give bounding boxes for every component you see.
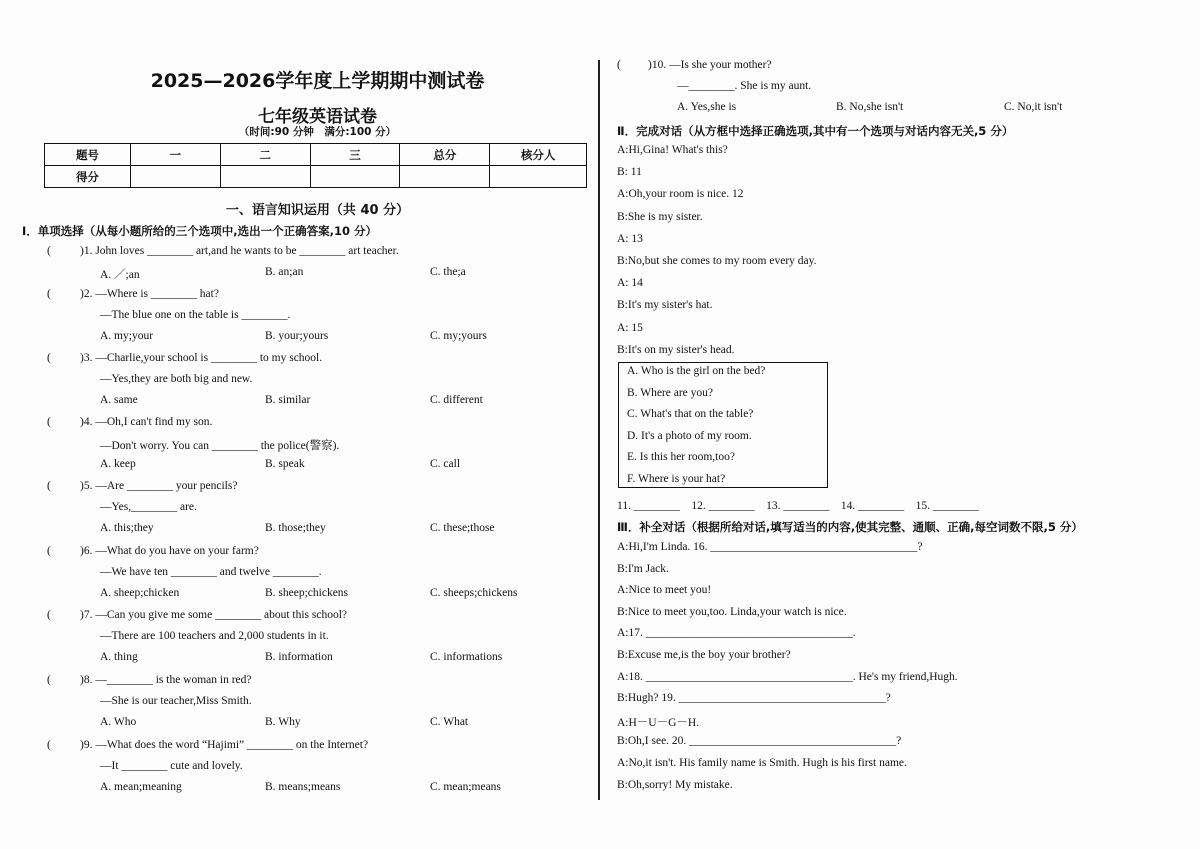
question-stem: )1. John loves ________ art,and he wants to be ________ art teacher. [80, 245, 399, 257]
option-b[interactable]: B. those;they [265, 522, 326, 534]
score-blank[interactable] [220, 166, 310, 188]
question-stem: )6. —What do you have on your farm? [80, 545, 259, 557]
score-table-header-row [45, 144, 587, 166]
option-item: F. Where is your hat? [627, 472, 726, 485]
option-item: A. Who is the girl on the bed? [627, 365, 766, 377]
option-c[interactable]: C. sheeps;chickens [430, 587, 518, 599]
part1-heading: 一、语言知识运用（共 40 分） [225, 203, 410, 218]
answer-paren[interactable]: ( [47, 674, 51, 686]
dialog-line: B:Excuse me,is the boy your brother? [617, 649, 791, 661]
dialog-line: A: 14 [617, 277, 643, 290]
dialog-line: A: 13 [617, 232, 643, 245]
score-cell: 二 [220, 144, 310, 166]
option-a[interactable]: A. Who [100, 716, 137, 728]
option-b[interactable]: B. speak [265, 458, 305, 470]
option-item: E. Is this her room,too? [627, 451, 735, 463]
dialog-line[interactable]: B:Hugh? 19. ____________________________________? [617, 692, 891, 705]
question-stem: )2. —Where is ________ hat? [80, 288, 219, 300]
dialog-line: A:Nice to meet you! [617, 584, 712, 597]
dialog-line: B:I'm Jack. [617, 562, 669, 575]
question-stem: )9. —What does the word “Hajimi” ________ on the Internet? [80, 739, 369, 751]
option-b[interactable]: B. means;means [265, 781, 341, 793]
answer-paren[interactable]: ( [47, 416, 51, 428]
question-line2: —There are 100 teachers and 2,000 students in it. [100, 630, 329, 642]
exam-subtitle: 七年级英语试卷 [258, 107, 377, 127]
score-cell: 一 [130, 144, 220, 166]
q10-option-b[interactable]: B. No,she isn't [836, 101, 904, 113]
answer-paren[interactable]: ( [47, 480, 51, 492]
dialog-line: A:Hi,Gina! What's this? [617, 144, 728, 156]
option-a[interactable]: A. keep [100, 458, 136, 470]
dialog-line: B:She is my sister. [617, 210, 703, 223]
option-c[interactable]: C. my;yours [430, 330, 487, 342]
option-b[interactable]: B. sheep;chickens [265, 587, 349, 599]
question-stem: )5. —Are ________ your pencils? [80, 480, 238, 492]
question-stem: )8. —________ is the woman in red? [80, 674, 252, 686]
option-c[interactable]: C. call [430, 458, 461, 470]
dialog-line: A:Oh,your room is nice. 12 [617, 188, 744, 201]
exam-title: 2025—2026学年度上学期期中测试卷 [150, 70, 485, 92]
q10-paren[interactable]: ( [617, 59, 621, 71]
score-blank[interactable] [490, 166, 587, 188]
score-table-score-row [45, 166, 587, 188]
option-a[interactable]: A. same [100, 394, 138, 406]
dialog-line: B:No,but she comes to my room every day. [617, 255, 817, 267]
dialog-line[interactable]: A:18. ____________________________________. He's my friend,Hugh. [617, 670, 958, 683]
question-line2: —She is our teacher,Miss Smith. [100, 695, 252, 707]
option-c[interactable]: C. mean;means [430, 781, 501, 793]
option-c[interactable]: C. these;those [430, 522, 495, 534]
option-c[interactable]: C. What [430, 716, 469, 728]
option-a[interactable]: A. ／;an [100, 269, 140, 281]
q10-stem: )10. —Is she your mother? [648, 59, 772, 71]
question-stem: )3. —Charlie,your school is ________ to my school. [80, 352, 323, 364]
dialog-line: A: 15 [617, 321, 643, 334]
q10-option-a[interactable]: A. Yes,she is [677, 101, 737, 113]
options-box [618, 362, 828, 488]
option-item: D. It's a photo of my room. [627, 429, 752, 442]
section2-heading: Ⅱ．完成对话（从方框中选择正确选项,其中有一个选项与对话内容无关,5 分） [617, 124, 1014, 138]
option-c[interactable]: C. informations [430, 651, 503, 663]
score-cell: 核分人 [490, 144, 587, 166]
dialog-line: B: 11 [617, 166, 642, 179]
option-a[interactable]: A. this;they [100, 522, 154, 534]
answer-paren[interactable]: ( [47, 739, 51, 751]
score-cell: 题号 [45, 144, 131, 166]
score-cell: 总分 [400, 144, 490, 166]
option-a[interactable]: A. sheep;chicken [100, 587, 180, 599]
dialog-line: A:No,it isn't. His family name is Smith. Hugh is his first name. [617, 757, 907, 769]
option-b[interactable]: B. an;an [265, 266, 304, 278]
option-b[interactable]: B. information [265, 651, 333, 663]
option-c[interactable]: C. different [430, 394, 483, 406]
score-blank[interactable] [400, 166, 490, 188]
question-stem: )7. —Can you give me some ________ about this school? [80, 609, 348, 621]
option-a[interactable]: A. my;your [100, 330, 154, 342]
column-divider [598, 60, 600, 800]
question-line2: —Yes,they are both big and new. [100, 373, 253, 385]
option-a[interactable]: A. thing [100, 651, 138, 663]
dialog-line[interactable]: B:Oh,I see. 20. ____________________________________? [617, 735, 902, 748]
dialog-line: B:Oh,sorry! My mistake. [617, 778, 733, 791]
section3-heading: Ⅲ．补全对话（根据所给对话,填写适当的内容,使其完整、通顺、正确,每空词数不限,5 分） [617, 520, 1083, 534]
answer-paren[interactable]: ( [47, 288, 51, 300]
score-blank[interactable] [130, 166, 220, 188]
option-item: B. Where are you? [627, 386, 713, 399]
question-stem: )4. —Oh,I can't find my son. [80, 416, 213, 428]
dialog-line: A:H－U－G－H. [617, 716, 700, 729]
option-b[interactable]: B. similar [265, 394, 311, 406]
answer-paren[interactable]: ( [47, 545, 51, 557]
score-label: 得分 [45, 166, 131, 188]
answer-paren[interactable]: ( [47, 352, 51, 364]
dialog-line: B:It's on my sister's head. [617, 343, 735, 356]
answer-paren[interactable]: ( [47, 245, 51, 257]
question-line2: —We have ten ________ and twelve ________. [100, 566, 322, 578]
score-cell: 三 [310, 144, 400, 166]
answer-blanks[interactable]: 11. ________ 12. ________ 13. ________ 14. ________ 15. ________ [617, 500, 979, 512]
dialog-line: B:It's my sister's hat. [617, 299, 713, 312]
question-line2: —Don't worry. You can ________ the police(警察). [100, 440, 340, 452]
answer-paren[interactable]: ( [47, 609, 51, 621]
dialog-line[interactable]: A:17. ____________________________________. [617, 627, 856, 640]
option-a[interactable]: A. mean;meaning [100, 781, 182, 793]
q10-line2: —________. She is my aunt. [677, 80, 812, 92]
question-line2: —Yes,________ are. [100, 501, 197, 513]
option-b[interactable]: B. Why [265, 716, 301, 728]
score-table [44, 143, 587, 188]
option-c[interactable]: C. the;a [430, 266, 466, 278]
score-blank[interactable] [310, 166, 400, 188]
q10-option-c[interactable]: C. No,it isn't [1004, 101, 1063, 113]
dialog-line: B:Nice to meet you,too. Linda,your watch is nice. [617, 605, 847, 618]
question-line2: —It ________ cute and lovely. [100, 760, 243, 772]
section1-heading: Ⅰ．单项选择（从每小题所给的三个选项中,选出一个正确答案,10 分） [22, 224, 378, 238]
option-b[interactable]: B. your;yours [265, 330, 329, 342]
exam-meta: （时间:90 分钟 满分:100 分） [238, 126, 397, 138]
question-line2: —The blue one on the table is ________. [100, 309, 291, 321]
option-item: C. What's that on the table? [627, 408, 754, 420]
dialog-line[interactable]: A:Hi,I'm Linda. 16. ____________________________________? [617, 541, 923, 553]
